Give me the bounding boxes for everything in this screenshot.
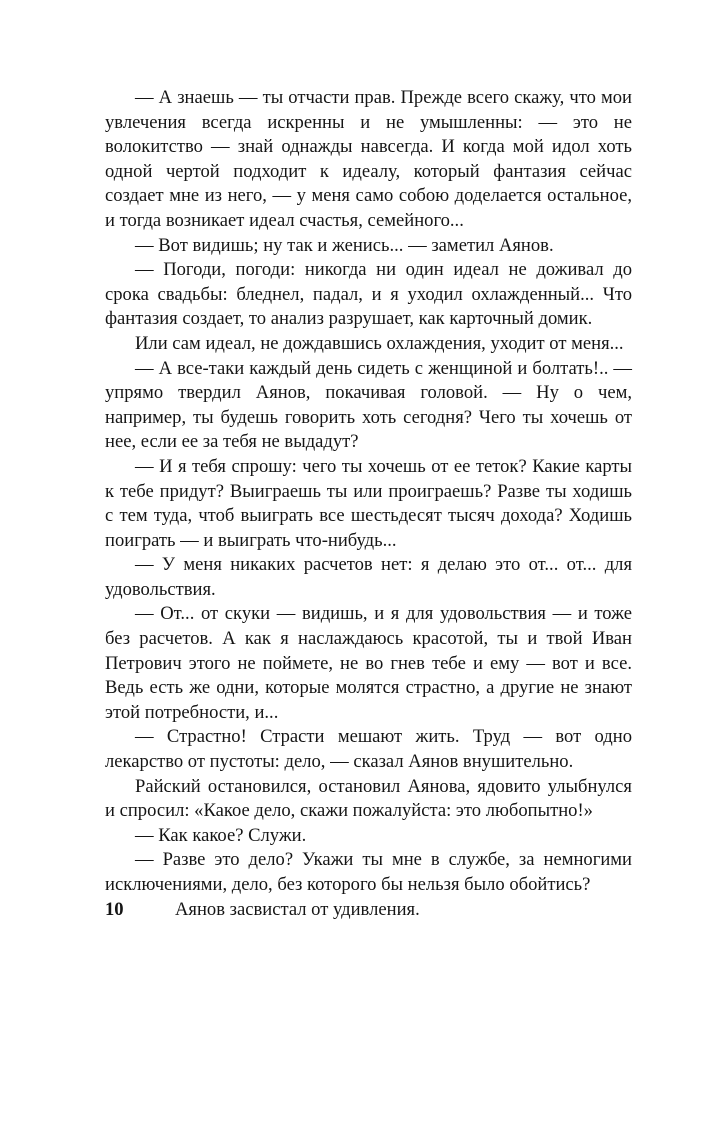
paragraph: — Как какое? Служи. [135, 824, 307, 846]
page-number: 10 [105, 898, 124, 920]
paragraph: — Вот видишь; ну так и женись... — заметил Аянов. [135, 234, 554, 256]
text-block [105, 86, 632, 922]
paragraph: Или сам идеал, не дождавшись охлаждения, уходит от меня... [135, 332, 624, 354]
paragraph: — Разве это дело? Укажи ты мне в службе, за немногими исключениями, дело, без которого бы нельзя было обойтись? [105, 849, 632, 895]
paragraph: — А все-таки каждый день сидеть с женщиной и болтать!.. — упрямо твердил Аянов, покачивая головой. — Ну о чем, например, ты будешь говорить хоть сегодня? Чего ты хочешь от нее, если ее за тебя не выдадут? [105, 357, 632, 453]
paragraph: — Погоди, погоди: никогда ни один идеал не доживал до срока свадьбы: бледнел, падал, и я уходил охлажденный... Что фантазия создает, то анализ разрушает, как карточный домик. [105, 259, 632, 330]
paragraph: Аянов засвистал от удивления. [175, 898, 420, 920]
paragraph: — От... от скуки — видишь, и я для удовольствия — и тоже без расчетов. А как я наслаждаюсь красотой, ты и твой Иван Петрович этого не поймете, не во гнев тебе и ему — вот и все. Ведь есть же одни, которые молятся страстно, а другие не знают этой потребности, и... [105, 603, 632, 723]
paragraph: — У меня никаких расчетов нет: я делаю это от... от... для удовольствия. [105, 554, 632, 600]
paragraph: — И я тебя спрошу: чего ты хочешь от ее теток? Какие карты к тебе придут? Выиграешь ты или проиграешь? Разве ты ходишь с тем туда, чтоб выиграть все шестьдесят тысяч дохода? Ходишь поиграть — и выиграть что-нибудь... [105, 455, 632, 551]
paragraph: — А знаешь — ты отчасти прав. Прежде всего скажу, что мои увлечения всегда искренны и не умышленны: — это не волокитство — знай однажды навсегда. И когда мой идол хоть одной чертой подходит к идеалу, который фантазия сейчас создает мне из него, — у меня само собою доделается остальное, и тогда возникает идеал счастья, семейного... [105, 87, 632, 231]
paragraph: — Страстно! Страсти мешают жить. Труд — вот одно лекарство от пустоты: дело, — сказал Аянов внушительно. [105, 726, 632, 773]
paragraph: Райский остановился, остановил Аянова, ядовито улыбнулся и спросил: «Какое дело, скажи пожалуйста: это любопытно!» [105, 775, 632, 822]
last-paragraph-row [105, 898, 632, 923]
